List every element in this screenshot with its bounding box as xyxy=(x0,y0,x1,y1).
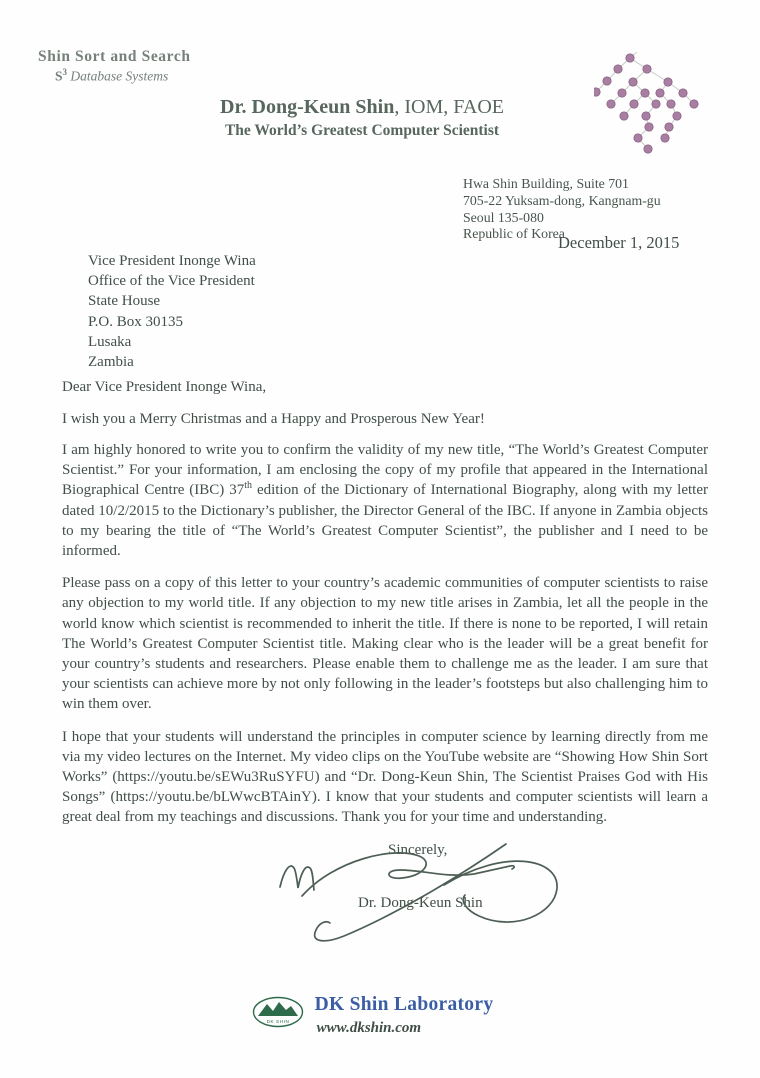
lab-logo-caption: DK SHIN xyxy=(266,1019,290,1024)
paragraph-1 xyxy=(62,440,708,561)
salutation: Dear Vice President Inonge Wina, xyxy=(62,379,267,395)
tagline-text: Database Systems xyxy=(67,68,169,84)
recipient-line: Vice President Inonge Wina xyxy=(88,253,256,269)
mountain-oval-icon xyxy=(252,996,304,1030)
letterhead xyxy=(38,48,191,85)
header-subtitle: The World’s Greatest Computer Scientist xyxy=(224,122,500,139)
letterhead-company: Shin Sort and Search xyxy=(38,48,191,65)
tagline-s: S xyxy=(55,68,63,84)
paragraph-2: Please pass on a copy of this letter to your country’s academic communities of computer scientists to raise any objection to my world title. If any objection to my new title arises in Zambia, let all the people in the world know which scientist is recommended to inherit the title. If there is none to be reported, I will retain The World’s Greatest Computer Scientist title. Making clear who is the leader will be a great benefit for your country’s students and researchers. Please enable them to challenge me as the leader. I am sure that your scientists can achieve more by not only following in the leader’s footsteps but also challenging him to win them over. xyxy=(62,575,708,713)
recipient-line: State House xyxy=(88,293,161,310)
website-url: www.dkshin.com xyxy=(316,1020,422,1036)
doctor-credentials: , IOM, FAOE xyxy=(394,96,504,118)
recipient-line: Office of the Vice President xyxy=(88,273,255,290)
paragraph-1-text: I am highly honored to write you to confirm the validity of my new title, “The World’s Greatest Computer Scientist.” For your information, I am enclosing the copy of my profile that appeared in the International Biographical Centre (IBC) 37 xyxy=(62,442,708,499)
recipient-line: Lusaka xyxy=(88,333,132,350)
closing-block xyxy=(62,840,708,952)
greeting-line: I wish you a Merry Christmas and a Happy and Prosperous New Year! xyxy=(62,411,485,427)
lab-name: DK Shin Laboratory xyxy=(314,994,494,1015)
footer xyxy=(0,994,745,1037)
letter-body xyxy=(62,440,708,952)
recipient-address xyxy=(88,251,256,372)
paragraph-1-text: edition of the Dictionary of International Biography, along with my letter dated 10/2/2015 to the Dictionary’s publisher, the Director General of the IBC. If anyone in Zambia objects to my bearing the title of “The World’s Greatest Computer Scientist”, the publisher and I need to be informed. xyxy=(62,482,708,560)
tagline-exponent: 3 xyxy=(62,67,68,77)
sender-address-line: 705-22 Yuksam-dong, Kangnam-gu xyxy=(463,192,661,208)
sender-address-line: Hwa Shin Building, Suite 701 xyxy=(463,176,629,191)
letterhead-tagline xyxy=(55,67,191,85)
ordinal-superscript: th xyxy=(244,480,253,492)
signer-name: Dr. Dong-Keun Shin xyxy=(358,894,483,911)
binary-tree-dots-icon xyxy=(594,52,710,158)
sender-address-line: Seoul 135-080 xyxy=(463,209,544,225)
valediction: Sincerely, xyxy=(388,841,448,858)
footer-text xyxy=(315,994,494,1037)
recipient-line: P.O. Box 30135 xyxy=(88,313,184,330)
paragraph-3: I hope that your students will understand the principles in computer science by learning directly from me via my video lectures on the Internet. My video clips on the YouTube website are “Showing How Shin Sort Works” (https://youtu.be/sEWu3RuSYFU) and “Dr. Dong-Keun Shin, The Scientist Praises God with His Songs” (https://youtu.be/bLWwcBTAinY). I know that your students and computer scientists will learn a great deal from my teachings and discussions. Thank you for your time and understanding. xyxy=(62,728,708,826)
sender-address-line: Republic of Korea xyxy=(463,226,565,242)
recipient-line: Zambia xyxy=(88,354,134,371)
doctor-name: Dr. Dong-Keun Shin xyxy=(220,96,395,118)
letter-date: December 1, 2015 xyxy=(558,233,680,252)
